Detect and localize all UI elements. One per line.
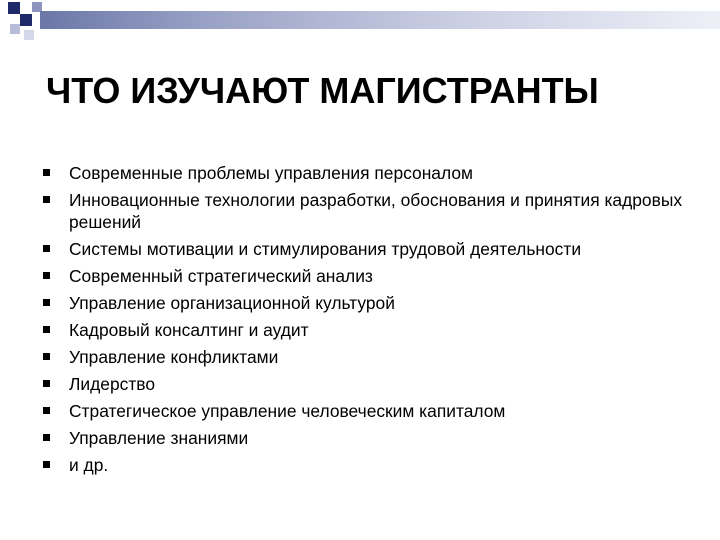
- square-bullet-icon: [43, 245, 50, 252]
- list-item: [40, 263, 710, 290]
- square-bullet-icon: [43, 380, 50, 387]
- list-item-text: и др.: [69, 455, 109, 475]
- decor-square-4: [10, 24, 20, 34]
- header-gradient-bar: [40, 11, 720, 29]
- square-bullet-icon: [43, 407, 50, 414]
- list-item-text: Инновационные технологии разработки, обоснования и принятия кадровых решений: [69, 190, 683, 232]
- list-item: [40, 160, 710, 187]
- square-bullet-icon: [43, 353, 50, 360]
- square-bullet-icon: [43, 299, 50, 306]
- list-item: [40, 344, 710, 371]
- decor-square-5: [24, 30, 34, 40]
- list-item-text: Современные проблемы управления персоналом: [69, 163, 473, 183]
- list-item: [40, 290, 710, 317]
- list-item-text: Системы мотивации и стимулирования трудовой деятельности: [69, 239, 582, 259]
- slide-title: ЧТО ИЗУЧАЮТ МАГИСТРАНТЫ: [46, 70, 599, 111]
- list-item: [40, 236, 710, 263]
- list-item-text: Лидерство: [69, 374, 155, 394]
- topics-list: [40, 160, 710, 479]
- decor-square-2: [20, 14, 32, 26]
- list-item-text: Стратегическое управление человеческим капиталом: [69, 401, 506, 421]
- list-item: [40, 371, 710, 398]
- list-item-text: Кадровый консалтинг и аудит: [69, 320, 309, 340]
- square-bullet-icon: [43, 461, 50, 468]
- square-bullet-icon: [43, 196, 50, 203]
- list-item: [40, 425, 710, 452]
- square-bullet-icon: [43, 272, 50, 279]
- list-item: [40, 398, 710, 425]
- list-item: [40, 317, 710, 344]
- list-item-text: Управление конфликтами: [69, 347, 279, 367]
- list-item: [40, 452, 710, 479]
- square-bullet-icon: [43, 326, 50, 333]
- list-item-text: Управление организационной культурой: [69, 293, 395, 313]
- list-item-text: Современный стратегический анализ: [69, 266, 373, 286]
- square-bullet-icon: [43, 169, 50, 176]
- decor-square-1: [8, 2, 20, 14]
- list-item-text: Управление знаниями: [69, 428, 249, 448]
- list-item: [40, 187, 710, 236]
- square-bullet-icon: [43, 434, 50, 441]
- header-decoration: [0, 0, 720, 40]
